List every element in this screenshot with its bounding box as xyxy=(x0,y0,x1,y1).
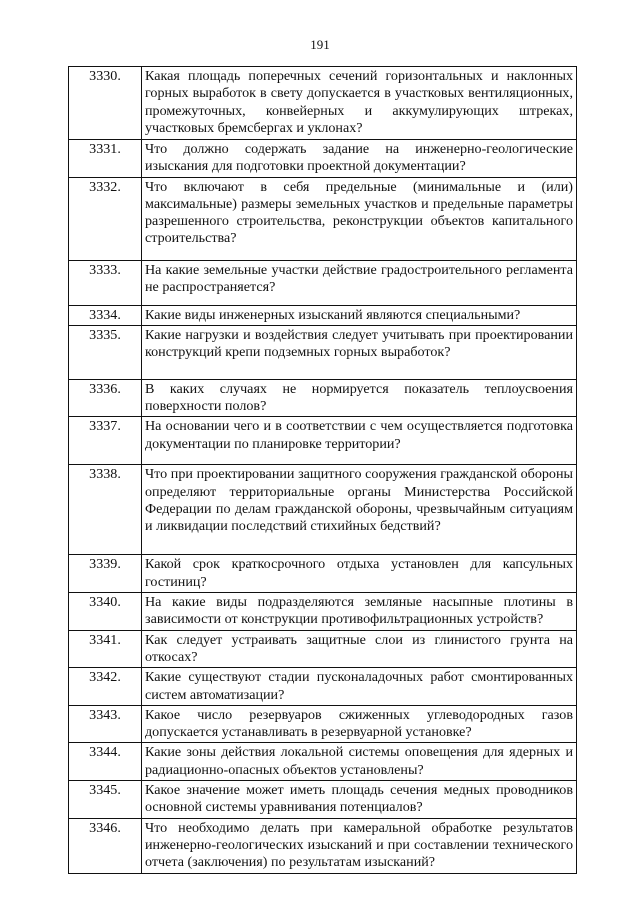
table-row xyxy=(69,555,577,593)
question-text: В каких случаях не нормируется показатель теплоусвоения поверхности полов? xyxy=(142,379,577,417)
question-number: 3331. xyxy=(69,140,142,178)
question-number: 3342. xyxy=(69,668,142,706)
question-text: Как следует устраивать защитные слои из глинистого грунта на откосах? xyxy=(142,630,577,668)
question-number: 3336. xyxy=(69,379,142,417)
question-number: 3333. xyxy=(69,260,142,305)
question-text: Какие нагрузки и воздействия следует учитывать при проектировании конструкций крепи подземных горных выработок? xyxy=(142,325,577,379)
question-text: Какой срок краткосрочного отдыха установлен для капсульных гостиниц? xyxy=(142,555,577,593)
question-text: Какое число резервуаров сжиженных углеводородных газов допускается устанавливать в резервуарной установке? xyxy=(142,705,577,743)
question-number: 3344. xyxy=(69,743,142,781)
question-text: На какие виды подразделяются земляные насыпные плотины в зависимости от конструкции противофильтрационных устройств? xyxy=(142,593,577,631)
question-text: Какие существуют стадии пусконаладочных работ смонтированных систем автоматизации? xyxy=(142,668,577,706)
question-number: 3343. xyxy=(69,705,142,743)
table-row xyxy=(69,465,577,555)
table-row xyxy=(69,417,577,465)
table-row xyxy=(69,743,577,781)
table-row xyxy=(69,379,577,417)
table-row xyxy=(69,668,577,706)
question-text: Какие зоны действия локальной системы оповещения для ядерных и радиационно-опасных объектов установлены? xyxy=(142,743,577,781)
question-text: Что при проектировании защитного сооружения гражданской обороны определяют территориальные органы Министерства Российской Федерации по делам гражданской обороны, чрезвычайным ситуациям и ликвидации последствий стихийных бедствий? xyxy=(142,465,577,555)
question-text: На основании чего и в соответствии с чем осуществляется подготовка документации по планировке территории? xyxy=(142,417,577,465)
table-row xyxy=(69,260,577,305)
table-row xyxy=(69,705,577,743)
question-text: Что должно содержать задание на инженерно-геологические изыскания для подготовки проектной документации? xyxy=(142,140,577,178)
question-number: 3330. xyxy=(69,67,142,140)
question-number: 3334. xyxy=(69,305,142,325)
table-row xyxy=(69,305,577,325)
question-number: 3337. xyxy=(69,417,142,465)
table-row xyxy=(69,140,577,178)
question-text: На какие земельные участки действие градостроительного регламента не распространяется? xyxy=(142,260,577,305)
table-row xyxy=(69,593,577,631)
table-row xyxy=(69,67,577,140)
table-row xyxy=(69,630,577,668)
table-row xyxy=(69,325,577,379)
question-number: 3339. xyxy=(69,555,142,593)
question-number: 3345. xyxy=(69,781,142,819)
questions-table xyxy=(68,66,577,874)
table-row xyxy=(69,177,577,260)
question-number: 3340. xyxy=(69,593,142,631)
question-text: Какие виды инженерных изысканий являются специальными? xyxy=(142,305,577,325)
question-text: Что необходимо делать при камеральной обработке результатов инженерно-геологических изысканий и при составлении технического отчета (заключения) по результатам изысканий? xyxy=(142,818,577,873)
question-text: Какая площадь поперечных сечений горизонтальных и наклонных горных выработок в свету допускается в участковых вентиляционных, промежуточных, конвейерных и аккумулирующих штреках, участковых бремсбергах и уклонах? xyxy=(142,67,577,140)
question-number: 3338. xyxy=(69,465,142,555)
page-number: 191 xyxy=(310,37,330,52)
question-text: Что включают в себя предельные (минимальные и (или) максимальные) размеры земельных участков и предельные параметры разрешенного строительства, реконструкции объектов капитального строительства? xyxy=(142,177,577,260)
table-row xyxy=(69,818,577,873)
question-number: 3346. xyxy=(69,818,142,873)
question-number: 3341. xyxy=(69,630,142,668)
question-number: 3335. xyxy=(69,325,142,379)
question-number: 3332. xyxy=(69,177,142,260)
question-text: Какое значение может иметь площадь сечения медных проводников основной системы уравнивания потенциалов? xyxy=(142,781,577,819)
table-row xyxy=(69,781,577,819)
